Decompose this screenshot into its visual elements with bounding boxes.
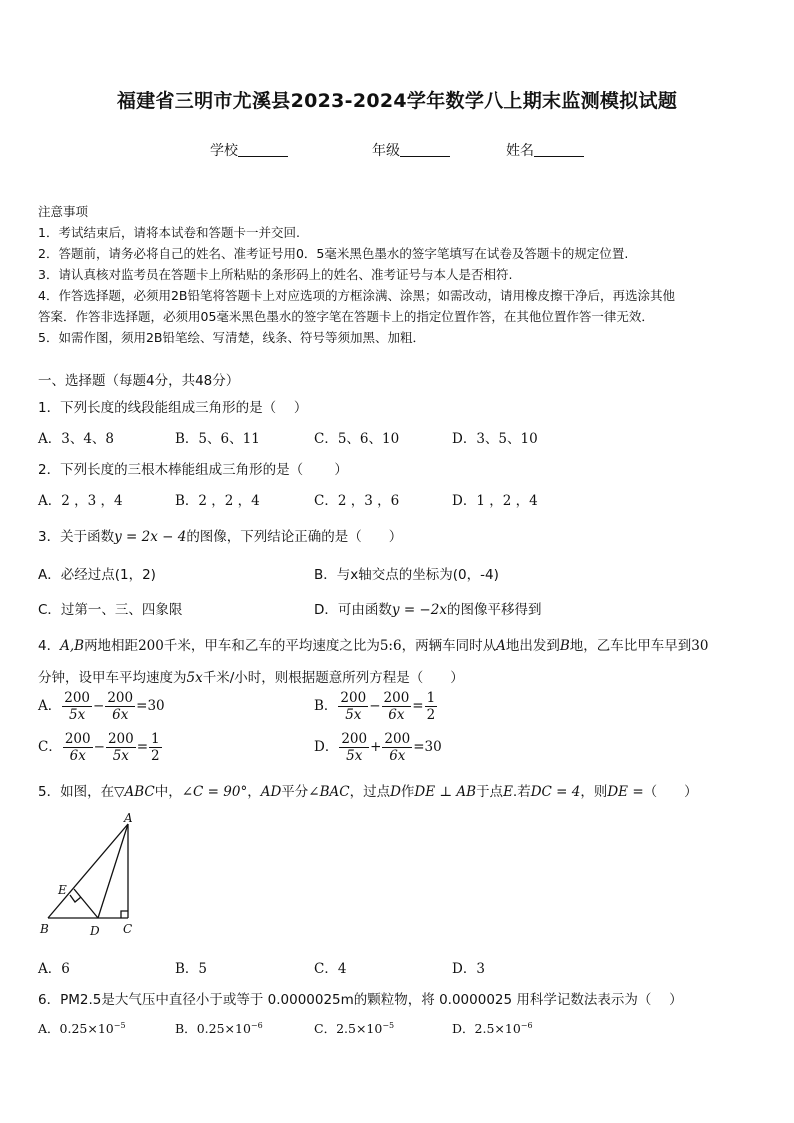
numerator: 1 xyxy=(426,690,436,706)
side-ab xyxy=(48,824,128,918)
segment-ad xyxy=(98,824,128,918)
q3-option-d[interactable] xyxy=(314,598,541,618)
option-label: B． xyxy=(314,698,338,714)
q1-option-a[interactable]: A．3、4、8 xyxy=(38,431,115,447)
q2-option-c[interactable]: C．2 ，3 ，6 xyxy=(314,493,400,509)
minus-sign: − xyxy=(93,698,105,714)
q5-option-d[interactable]: D．3 xyxy=(452,961,485,977)
grade-label: 年级 xyxy=(372,143,400,159)
q5-e: E xyxy=(503,784,513,800)
denominator: 5x xyxy=(346,748,363,764)
fraction xyxy=(382,731,412,764)
fraction xyxy=(339,731,369,764)
numerator: 200 xyxy=(64,731,91,747)
q5-text: 平分 xyxy=(281,784,309,800)
name-blank[interactable] xyxy=(534,143,584,157)
q3-function: y = 2x − 4 xyxy=(114,529,187,545)
q5-triangle: ▽ABC xyxy=(114,784,155,800)
q5-text: 中， xyxy=(154,784,182,800)
note-item: 1．考试结束后，请将本试卷和答题卡一并交回. xyxy=(38,225,300,240)
q4-distance: 200 xyxy=(138,638,164,654)
option-label: A． xyxy=(38,1021,60,1036)
q4-ratio: 5:6 xyxy=(379,638,402,654)
equals-sign: = xyxy=(412,698,424,714)
school-field xyxy=(210,140,288,160)
note-item: 答案．作答非选择题，必须用05毫米黑色墨水的签字笔在答题卡上的指定位置作答，在其他位置作答一律无效． xyxy=(38,309,654,324)
q5-angle: ∠C = 90° xyxy=(181,784,248,800)
q2-option-d[interactable]: D．1 ，2 ，4 xyxy=(452,493,538,509)
numerator: 200 xyxy=(341,731,368,747)
option-base: 2.5×10 xyxy=(336,1021,383,1036)
denominator: 6x xyxy=(388,707,405,723)
fraction xyxy=(425,690,438,723)
q4-text: 地，乙车比甲车早到 xyxy=(569,638,692,654)
numerator: 200 xyxy=(107,690,134,706)
q4-text: 两地相距 xyxy=(84,638,139,654)
triangle-figure xyxy=(30,810,150,940)
q4-option-a[interactable] xyxy=(38,690,165,723)
option-base: 0.25×10 xyxy=(59,1021,114,1036)
q1-option-d[interactable]: D．3、5、10 xyxy=(452,431,538,447)
q2-option-b[interactable]: B．2 ，2 ，4 xyxy=(175,493,260,509)
q5-option-a[interactable]: A．6 xyxy=(38,961,70,977)
q5-text: 5．如图，在 xyxy=(38,784,115,800)
school-label: 学校 xyxy=(210,143,238,159)
label-d: D xyxy=(90,924,100,938)
name-field xyxy=(506,140,584,160)
question-6-stem: 6．PM2.5是大气压中直径小于或等于 0.0000025m的颗粒物，将 0.0000025 用科学记数法表示为（ ） xyxy=(38,992,683,1008)
note-item: 5．如需作图，须用2B铅笔绘、写清楚，线条、符号等须加黑、加粗． xyxy=(38,330,425,345)
numerator: 200 xyxy=(384,731,411,747)
fraction xyxy=(149,731,162,764)
q5-d: D xyxy=(390,784,401,800)
question-2-stem: 2．下列长度的三根木棒能组成三角形的是（ ） xyxy=(38,462,348,478)
grade-field xyxy=(372,140,450,160)
option-exponent: −5 xyxy=(382,1021,395,1030)
fraction xyxy=(382,690,412,723)
q4-text: 分钟，设甲车平均速度为 xyxy=(38,670,187,686)
option-label: C． xyxy=(314,1021,337,1036)
option-exponent: −5 xyxy=(113,1021,126,1030)
option-base: 0.25×10 xyxy=(196,1021,251,1036)
q6-option-a[interactable] xyxy=(38,1019,126,1037)
label-b: B xyxy=(40,922,49,936)
note-item: 3．请认真核对监考员在答题卡上所粘贴的条形码上的姓名、准考证号与本人是否相符. xyxy=(38,267,513,282)
option-label: C． xyxy=(38,739,62,755)
q6-option-d[interactable] xyxy=(452,1019,533,1037)
q4-speed: 5x xyxy=(186,670,203,686)
q4-text: 4． xyxy=(38,638,61,654)
denominator: 5x xyxy=(345,707,362,723)
option-base: 2.5×10 xyxy=(474,1021,521,1036)
q3-option-b[interactable]: B．与x轴交点的坐标为(0，-4) xyxy=(314,567,499,583)
note-item: 4．作答选择题，必须用2B铅笔将答题卡上对应选项的方框涂满、涂黑；如需改动，请用橡皮擦干净后，再选涂其他 xyxy=(38,288,675,303)
q5-option-b[interactable]: B．5 xyxy=(175,961,208,977)
option-exponent: −6 xyxy=(250,1021,263,1030)
option-label: B． xyxy=(175,1021,197,1036)
page-title: 福建省三明市尤溪县2023-2024学年数学八上期末监测模拟试题 xyxy=(116,90,678,112)
q4-point-a: A xyxy=(496,638,506,654)
grade-blank[interactable] xyxy=(400,143,450,157)
q4-text: 千米/小时，则根据题意所列方程是（ ） xyxy=(202,670,464,686)
option-label: D． xyxy=(452,1021,475,1036)
denominator: 5x xyxy=(69,707,86,723)
q4-option-d[interactable] xyxy=(314,731,442,764)
fraction xyxy=(62,690,92,723)
question-1-stem: 1．下列长度的线段能组成三角形的是（ ） xyxy=(38,400,308,416)
q3-optd-function: y = −2x xyxy=(391,602,447,618)
option-label: D． xyxy=(314,739,339,755)
note-item: 2．答题前，请务必将自己的姓名、准考证号用0．5毫米黑色墨水的签字笔填写在试卷及答题卡的规定位置. xyxy=(38,246,629,261)
question-5-stem xyxy=(38,780,698,800)
minus-sign: − xyxy=(93,739,105,755)
q5-text: ，过点 xyxy=(349,784,391,800)
segment-de xyxy=(74,889,98,918)
question-4-line-2 xyxy=(38,666,464,686)
label-a: A xyxy=(124,811,133,825)
q5-text: ， xyxy=(247,784,261,800)
section-heading: 一、选择题（每题4分，共48分） xyxy=(38,373,240,389)
q5-text: （ ） xyxy=(643,784,698,800)
numerator: 200 xyxy=(383,690,410,706)
q3-option-a[interactable]: A．必经过点(1，2) xyxy=(38,567,156,583)
q4-option-c[interactable] xyxy=(38,731,163,764)
q5-ad: AD xyxy=(260,784,282,800)
q5-de: DE = xyxy=(607,784,644,800)
denominator: 6x xyxy=(112,707,129,723)
q5-option-c[interactable]: C．4 xyxy=(314,961,347,977)
q5-text: ，则 xyxy=(580,784,608,800)
q4-text: 千米，甲车和乙车的平均速度之比为 xyxy=(163,638,380,654)
q3-stem-pre: 3．关于函数 xyxy=(38,529,115,545)
option-exponent: −6 xyxy=(520,1021,533,1030)
equals-sign: = xyxy=(136,698,148,714)
q3-optd-post: 的图像平移得到 xyxy=(446,602,542,618)
equals-sign: = xyxy=(136,739,149,755)
denominator: 6x xyxy=(389,748,406,764)
fraction xyxy=(105,690,135,723)
q5-bac: ∠BAC xyxy=(308,784,350,800)
q5-text: .若 xyxy=(512,784,531,800)
rhs: 30 xyxy=(147,698,165,714)
numerator: 200 xyxy=(340,690,367,706)
equals-sign: = xyxy=(413,739,425,755)
right-angle-c xyxy=(121,911,128,918)
q5-dc: DC = 4 xyxy=(530,784,581,800)
label-c: C xyxy=(123,922,133,936)
q2-option-a[interactable]: A．2 ，3 ，4 xyxy=(38,493,123,509)
q4-text: ，两辆车同时从 xyxy=(401,638,497,654)
q5-text: 于点 xyxy=(476,784,504,800)
q1-option-c[interactable]: C．5、6、10 xyxy=(314,431,400,447)
question-4-line-1 xyxy=(38,634,708,654)
q3-option-c[interactable]: C．过第一、三、四象限 xyxy=(38,602,183,618)
fraction xyxy=(106,731,136,764)
school-blank[interactable] xyxy=(238,143,288,157)
q6-option-c[interactable] xyxy=(314,1019,394,1037)
q3-optd-pre: D．可由函数 xyxy=(314,602,392,618)
q4-ab: A,B xyxy=(60,638,85,654)
q5-text: 作 xyxy=(400,784,415,800)
minus-sign: − xyxy=(369,698,381,714)
q4-point-b: B xyxy=(559,638,570,654)
q4-text: 地出发到 xyxy=(505,638,560,654)
fraction xyxy=(63,731,93,764)
plus-sign: + xyxy=(370,739,382,755)
denominator: 5x xyxy=(112,748,129,764)
q3-stem-post: 的图像，下列结论正确的是（ ） xyxy=(186,529,403,545)
name-label: 姓名 xyxy=(506,143,534,159)
q4-thirty: 30 xyxy=(691,638,709,654)
fraction xyxy=(338,690,368,723)
rhs: 30 xyxy=(424,739,442,755)
numerator: 200 xyxy=(64,690,91,706)
option-label: A． xyxy=(38,698,62,714)
numerator: 1 xyxy=(151,731,160,747)
question-3-stem xyxy=(38,525,402,545)
notes-heading: 注意事项 xyxy=(38,204,89,219)
numerator: 200 xyxy=(107,731,134,747)
q5-de-ab: DE ⊥ AB xyxy=(414,784,477,800)
denominator: 2 xyxy=(426,707,436,723)
denominator: 6x xyxy=(69,748,86,764)
q4-option-b[interactable] xyxy=(314,690,438,723)
label-e: E xyxy=(58,883,67,897)
q1-option-b[interactable]: B．5、6、11 xyxy=(175,431,260,447)
q6-option-b[interactable] xyxy=(175,1019,263,1037)
denominator: 2 xyxy=(151,748,160,764)
